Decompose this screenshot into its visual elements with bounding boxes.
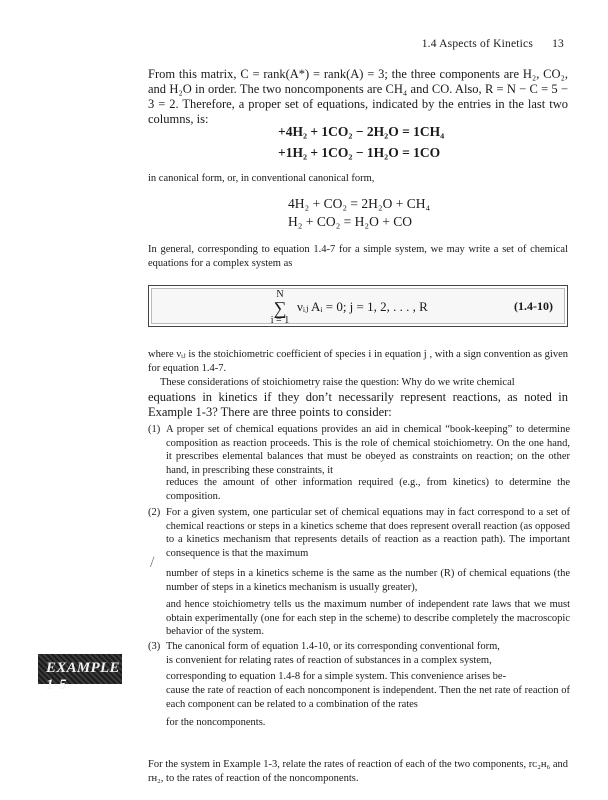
point-3	[148, 640, 570, 654]
equation-number: (1.4-10)	[514, 299, 553, 313]
equation-3: 4H₂ + CO₂ = 2H₂O + CH₄	[288, 196, 431, 211]
boxed-equation	[148, 285, 568, 327]
paragraph-where: where νᵢⱼ is the stoichiometric coefficient of species i in equation j , with a sign convention as given for equation 1.4-7.	[148, 349, 568, 374]
example-text: For the system in Example 1-3, relate the rates of reaction of each of the two components, rᴄ₂ʜ₆ and rʜ₂, to the rates of reaction of the noncomponents.	[148, 759, 568, 784]
point-3-label: (3)	[148, 641, 161, 652]
margin-mark: /	[150, 554, 155, 571]
point-1-text-a: A proper set of chemical equations provides an aid in chemical “book-keeping” to determine composition as reaction proceeds. This is the role of chemical stoichiometry. On the one hand, it prescribes elemental balances that must be obeyed as constraints on reaction; on the other hand, in prescribing these constraints, it	[166, 424, 570, 476]
paragraph-question-a: These considerations of stoichiometry raise the question: Why do we write chemical	[160, 377, 515, 388]
sum-upper-limit: N	[276, 289, 284, 300]
sigma-symbol: ∑	[273, 298, 287, 318]
paragraph-general: In general, corresponding to equation 1.4-7 for a simple system, we may write a set of chemical equations for a complex system as	[148, 244, 568, 269]
equation-2: +1H₂ + 1CO₂ − 1H₂O = 1CO	[278, 145, 441, 160]
point-3-text-e: for the noncomponents.	[166, 717, 266, 728]
point-3-text-d: cause the rate of reaction of each noncomponent is independent. Then the net rate of reaction of each component can be related to a combination of the rates	[166, 685, 570, 710]
sum-lower-limit: i = 1	[270, 315, 290, 326]
point-2-text-b: number of steps in a kinetics scheme is the same as the number (R) of chemical equations (the number of steps in a kinetics mechanism is usually greater),	[166, 568, 570, 593]
equation-1: +4H₂ + 1CO₂ − 2H₂O = 1CH₄	[278, 124, 445, 139]
equation-4: H₂ + CO₂ = H₂O + CO	[288, 214, 412, 229]
equation-expression: νᵢⱼ Aᵢ = 0; j = 1, 2, . . . , R	[297, 299, 428, 314]
example-label-box	[38, 654, 122, 693]
point-2-text-a: For a given system, one particular set of chemical equations may in fact correspond to a set of chemical reactions or steps in a kinetics scheme that does represent overall reaction (as opposed to a kinetics mechanism that represents details of reaction as a reaction path). The important consequence is that the maximum	[166, 507, 570, 559]
point-3-text-c: corresponding to equation 1.4-8 for a simple system. This convenience arises be-	[166, 671, 507, 682]
page-number: 13	[552, 38, 564, 50]
point-2-label: (2)	[148, 507, 161, 518]
point-3-text-b: is convenient for relating rates of reaction of substances in a complex system,	[166, 655, 492, 666]
running-header	[422, 38, 564, 50]
point-2-text-c: and hence stoichiometry tells us the maximum number of independent rate laws that we must obtain experimentally (one for each step in the scheme) to describe completely the macroscopic behavior of the system.	[166, 599, 570, 637]
paragraph-canonical: in canonical form, or, in conventional canonical form,	[148, 173, 375, 184]
point-3-text-a: The canonical form of equation 1.4-10, or its corresponding conventional form,	[166, 641, 500, 652]
point-1-label: (1)	[148, 424, 161, 435]
point-1	[148, 423, 570, 477]
point-1-text-b: reduces the amount of other information required (e.g., from kinetics) to determine the composition.	[166, 477, 570, 502]
summation	[267, 290, 293, 326]
paragraph-question-b: equations in kinetics if they don’t necessarily represent reactions, as noted in Example 1-3? There are three points to consider:	[148, 390, 568, 419]
example-label: EXAMPLE 1-5	[46, 660, 120, 693]
paragraph-matrix: From this matrix, C = rank(A*) = rank(A) = 3; the three components are H₂, CO₂, and H₂O in order. The two noncomponents are CH₄ and CO. Also, R = N − C = 5 − 3 = 2. Therefore, a proper set of equations, indicated by the entries in the last two columns, is:	[148, 67, 568, 126]
point-2	[148, 506, 570, 560]
section-title: 1.4 Aspects of Kinetics	[421, 38, 534, 50]
